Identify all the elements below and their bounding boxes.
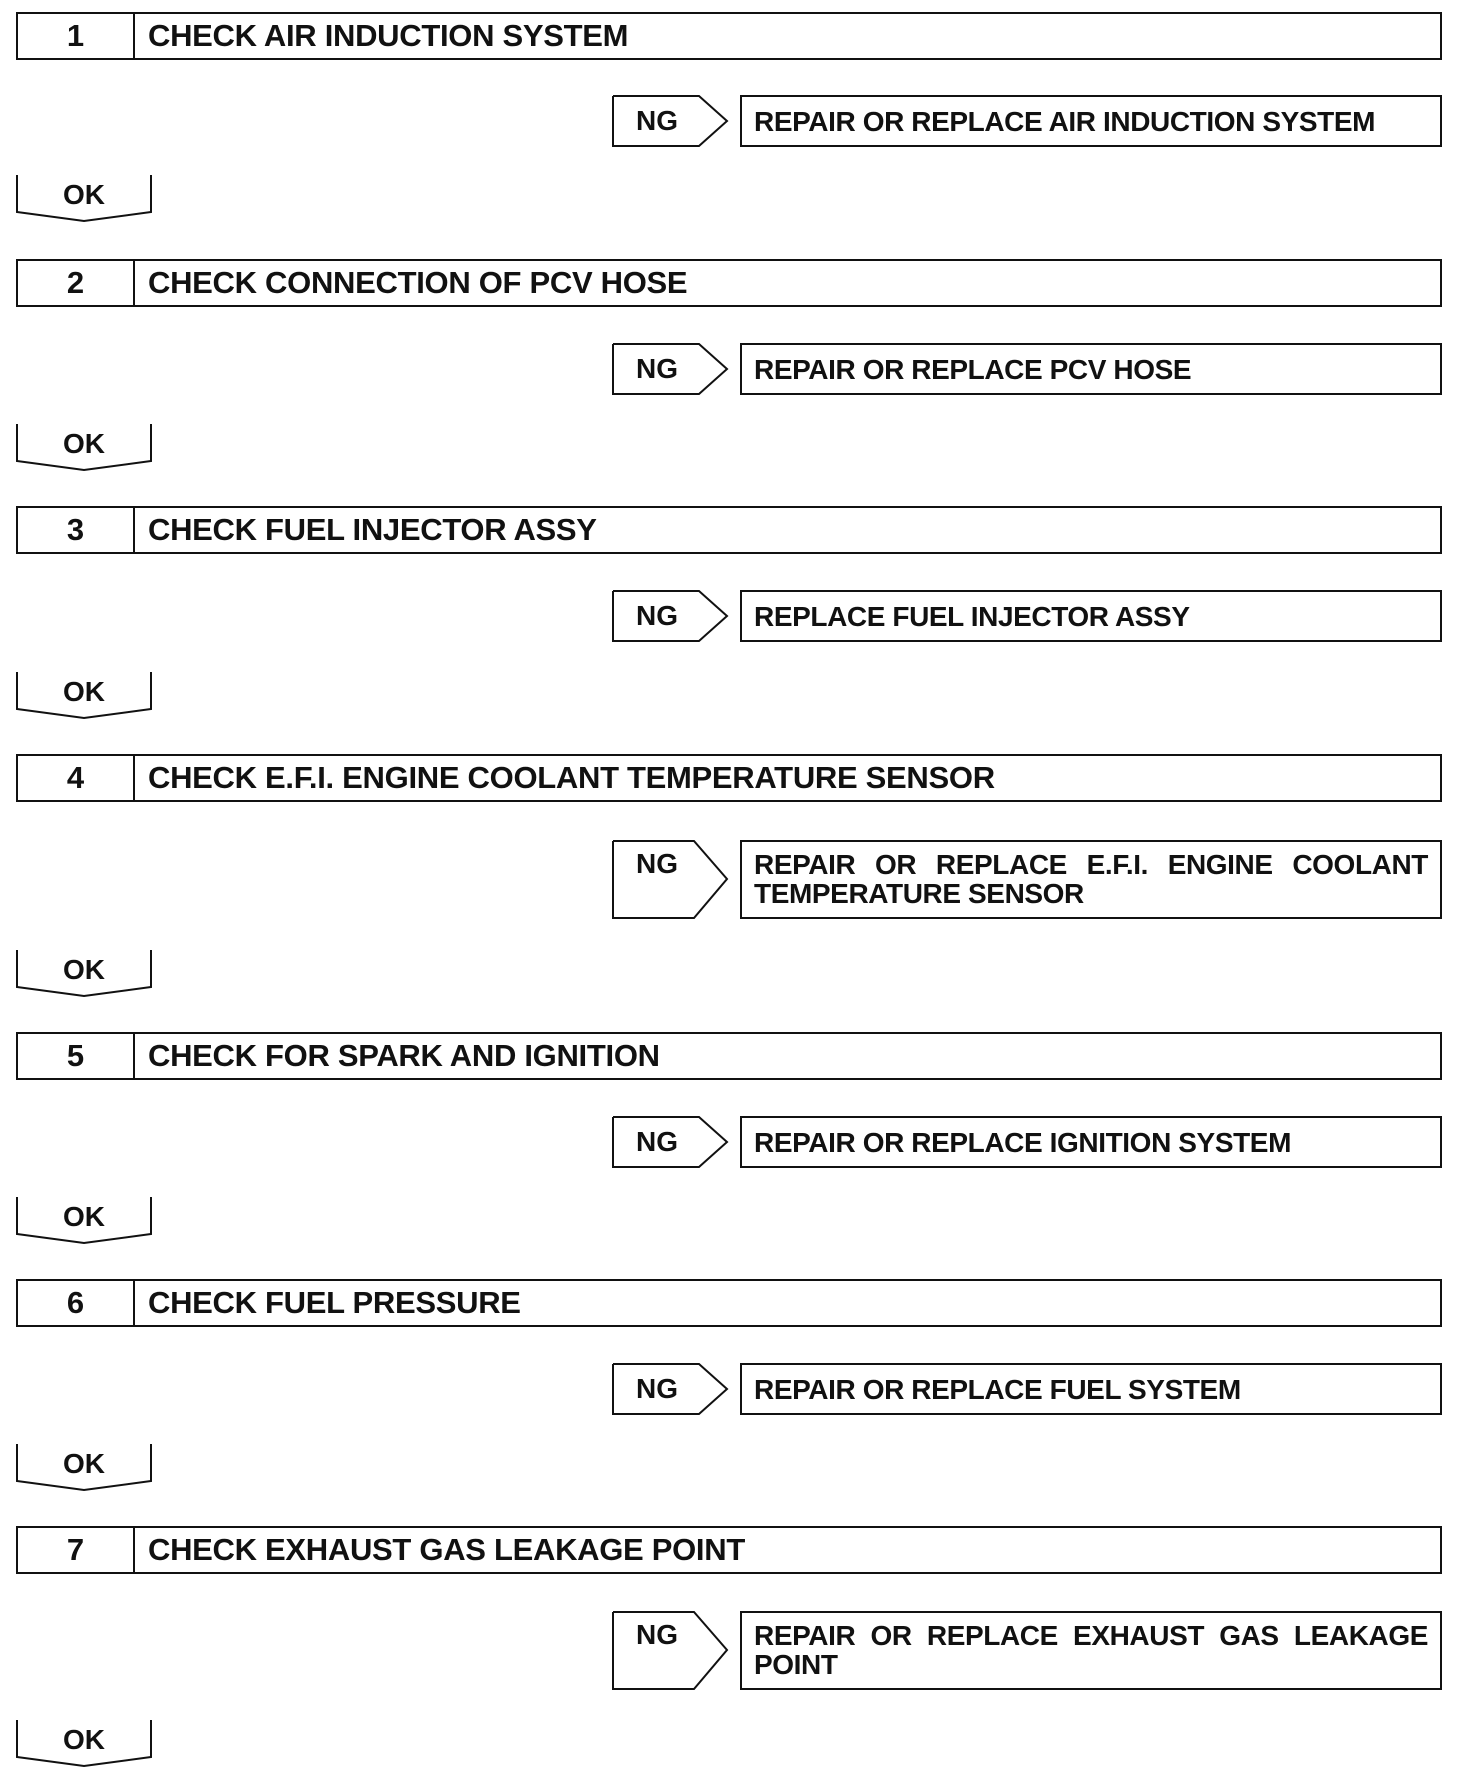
- ng-action-box: REPAIR OR REPLACE IGNITION SYSTEM: [740, 1116, 1442, 1168]
- ng-label: NG: [636, 105, 678, 136]
- ng-label: NG: [636, 600, 678, 631]
- step-title: CHECK FOR SPARK AND IGNITION: [148, 1038, 660, 1073]
- step-4-ok-arrow: [16, 950, 152, 998]
- step-5-ng-branch: [612, 1116, 1442, 1168]
- step-number: 3: [18, 508, 135, 552]
- ok-label: OK: [63, 1448, 105, 1479]
- step-6-ok-arrow: [16, 1444, 152, 1492]
- step-title: CHECK EXHAUST GAS LEAKAGE POINT: [148, 1532, 745, 1567]
- ng-label: NG: [636, 353, 678, 384]
- step-6-ng-branch: [612, 1363, 1442, 1415]
- step-3-ok-arrow: [16, 672, 152, 720]
- ng-label: NG: [636, 1126, 678, 1157]
- step-number: 7: [18, 1528, 135, 1572]
- step-title: CHECK AIR INDUCTION SYSTEM: [148, 18, 629, 53]
- step-3-box: [16, 506, 1442, 554]
- step-2-ok-arrow: [16, 424, 152, 472]
- ng-label: NG: [636, 1373, 678, 1404]
- step-6-box: [16, 1279, 1442, 1327]
- step-1-box: [16, 12, 1442, 60]
- step-number: 5: [18, 1034, 135, 1078]
- step-title: CHECK E.F.I. ENGINE COOLANT TEMPERATURE SENSOR: [148, 760, 995, 795]
- step-4-box: [16, 754, 1442, 802]
- step-2-box: [16, 259, 1442, 307]
- step-title: CHECK FUEL PRESSURE: [148, 1285, 521, 1320]
- ng-action-box: REPAIR OR REPLACE EXHAUST GAS LEAKAGE POINT: [740, 1611, 1442, 1690]
- step-4-ng-branch: [612, 840, 1442, 919]
- ng-label: NG: [636, 1619, 678, 1650]
- step-7-ok-arrow: [16, 1720, 152, 1768]
- ok-label: OK: [63, 1201, 105, 1232]
- ng-action-box: REPAIR OR REPLACE AIR INDUCTION SYSTEM: [740, 95, 1442, 147]
- step-2-ng-branch: [612, 343, 1442, 395]
- step-number: 6: [18, 1281, 135, 1325]
- step-7-ng-branch: [612, 1611, 1442, 1690]
- step-number: 2: [18, 261, 135, 305]
- step-5-box: [16, 1032, 1442, 1080]
- ok-label: OK: [63, 179, 105, 210]
- ok-label: OK: [63, 1724, 105, 1755]
- step-number: 1: [18, 14, 135, 58]
- ng-action-box: REPAIR OR REPLACE PCV HOSE: [740, 343, 1442, 395]
- ok-label: OK: [63, 954, 105, 985]
- step-5-ok-arrow: [16, 1197, 152, 1245]
- ok-label: OK: [63, 676, 105, 707]
- ng-label: NG: [636, 848, 678, 879]
- step-3-ng-branch: [612, 590, 1442, 642]
- ng-action-box: REPLACE FUEL INJECTOR ASSY: [740, 590, 1442, 642]
- ok-label: OK: [63, 428, 105, 459]
- step-7-box: [16, 1526, 1442, 1574]
- step-title: CHECK FUEL INJECTOR ASSY: [148, 512, 597, 547]
- step-1-ng-branch: [612, 95, 1442, 147]
- ng-action-box: REPAIR OR REPLACE FUEL SYSTEM: [740, 1363, 1442, 1415]
- step-title: CHECK CONNECTION OF PCV HOSE: [148, 265, 688, 300]
- step-1-ok-arrow: [16, 175, 152, 223]
- ng-action-box: REPAIR OR REPLACE E.F.I. ENGINE COOLANT TEMPERATURE SENSOR: [740, 840, 1442, 919]
- step-number: 4: [18, 756, 135, 800]
